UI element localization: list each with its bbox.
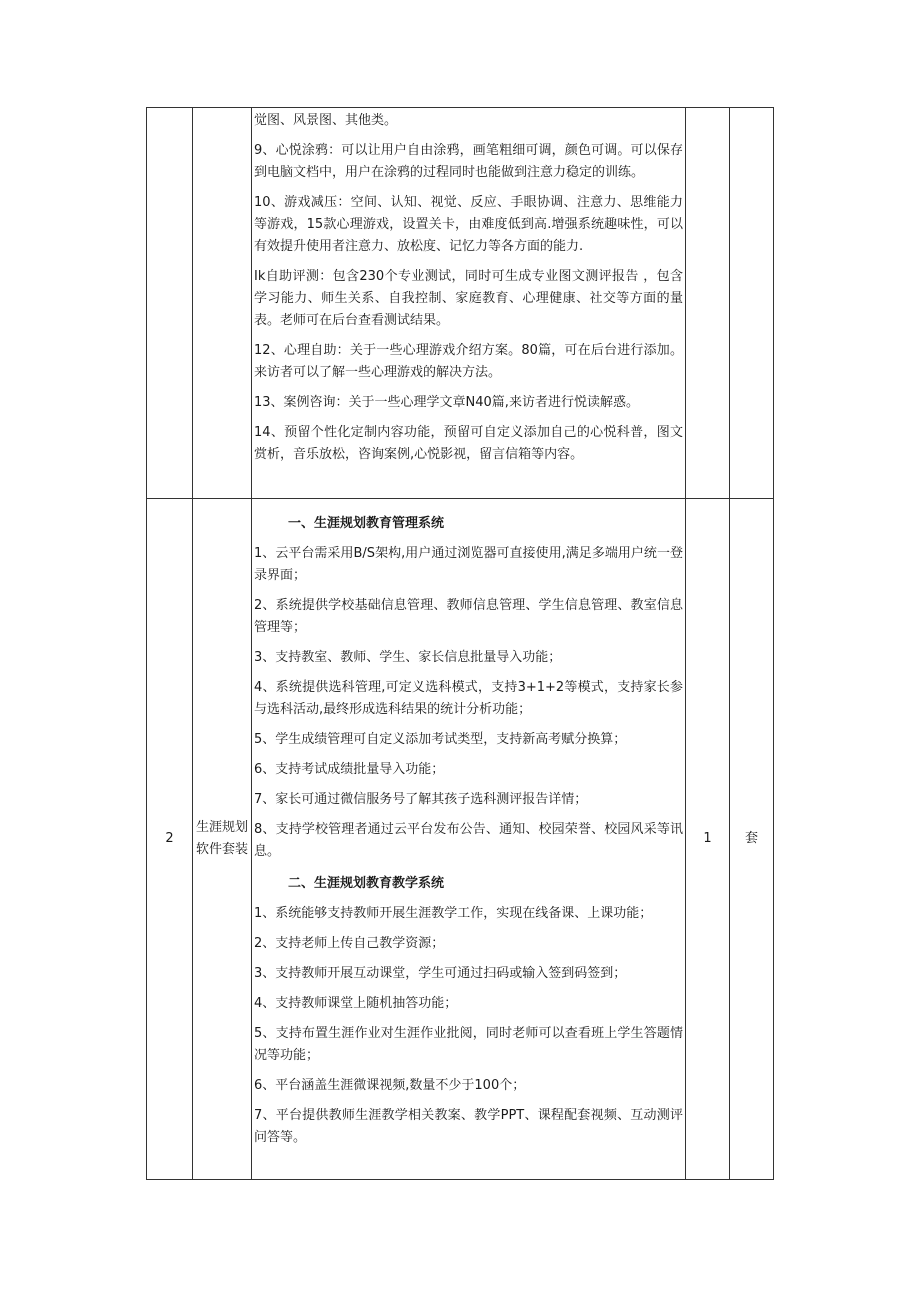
no-cell xyxy=(147,108,193,499)
no-cell: 2 xyxy=(147,499,193,1180)
list-item: 2、系统提供学校基础信息管理、教师信息管理、学生信息管理、教室信息管理等； xyxy=(254,598,683,635)
description-cell xyxy=(252,499,686,1180)
list-item: 7、家长可通过微信服务号了解其孩子选科测评报告详情； xyxy=(254,792,588,807)
section-title: 二、生涯规划教育教学系统 xyxy=(288,876,445,891)
list-item: 1、云平台需采用B/S架构,用户通过浏览器可直接使用,满足多端用户统一登录界面； xyxy=(254,546,683,583)
list-item: 1、系统能够支持教师开展生涯教学工作，实现在线备课、上课功能； xyxy=(254,906,653,921)
description-paragraph: Ik自助评测：包含230个专业测试，同时可生成专业图文测评报告 ，包含学习能力、师生关系、自我控制、家庭教育、心理健康、社交等方面的量表。老师可在后台查看测试结果。 xyxy=(254,269,683,328)
description-cell xyxy=(252,108,686,499)
description-paragraph: 14、预留个性化定制内容功能，预留可自定义添加自己的心悦科普，图文赏析，音乐放松，咨询案例,心悦影视，留言信箱等内容。 xyxy=(254,425,683,462)
spec-table xyxy=(146,107,774,1180)
name-cell xyxy=(193,108,252,499)
qty-cell: 1 xyxy=(686,499,730,1180)
list-item: 2、支持老师上传自己教学资源； xyxy=(254,936,445,951)
list-item: 4、支持教师课堂上随机抽答功能； xyxy=(254,996,458,1011)
description-paragraph: 10、游戏减压：空间、认知、视觉、反应、手眼协调、注意力、思维能力等游戏，15款心理游戏，设置关卡，由难度低到高.增强系统趣味性，可以有效提升使用者注意力、放松度、记忆力等各方面的能力. xyxy=(254,195,683,254)
list-item: 8、支持学校管理者通过云平台发布公告、通知、校园荣誉、校园风采等讯息。 xyxy=(254,822,683,859)
description-paragraph: 觉图、风景图、其他类。 xyxy=(254,113,398,128)
name-cell: 生涯规划软件套装 xyxy=(193,499,252,1180)
list-item: 4、系统提供选科管理,可定义选科模式，支持3+1+2等模式，支持家长参与选科活动,最终形成选科结果的统计分析功能； xyxy=(254,680,683,717)
table-row xyxy=(147,499,774,1180)
list-item: 7、平台提供教师生涯教学相关教案、教学PPT、课程配套视频、互动测评问答等。 xyxy=(254,1108,683,1145)
description-paragraph: 12、心理自助：关于一些心理游戏介绍方案。80篇，可在后台进行添加。来访者可以了解一些心理游戏的解决方法。 xyxy=(254,343,683,380)
list-item: 6、平台涵盖生涯微课视频,数量不少于100个； xyxy=(254,1078,526,1093)
section-title: 一、生涯规划教育管理系统 xyxy=(288,516,445,531)
list-item: 5、学生成绩管理可自定义添加考试类型，支持新高考赋分换算； xyxy=(254,732,627,747)
list-item: 3、支持教师开展互动课堂，学生可通过扫码或输入签到码签到； xyxy=(254,966,627,981)
list-item: 5、支持布置生涯作业对生涯作业批阅，同时老师可以查看班上学生答题情况等功能； xyxy=(254,1026,683,1063)
list-item: 3、支持教室、教师、学生、家长信息批量导入功能； xyxy=(254,650,562,665)
description-paragraph: 9、心悦涂鸦：可以让用户自由涂鸦，画笔粗细可调，颜色可调。可以保存到电脑文档中，用户在涂鸦的过程同时也能做到注意力稳定的训练。 xyxy=(254,143,683,180)
description-paragraph: 13、案例咨询：关于一些心理学文章N40篇,来访者进行悦读解惑。 xyxy=(254,395,639,410)
list-item: 6、支持考试成绩批量导入功能； xyxy=(254,762,445,777)
unit-cell xyxy=(730,108,774,499)
unit-cell: 套 xyxy=(730,499,774,1180)
qty-cell xyxy=(686,108,730,499)
table-row xyxy=(147,108,774,499)
